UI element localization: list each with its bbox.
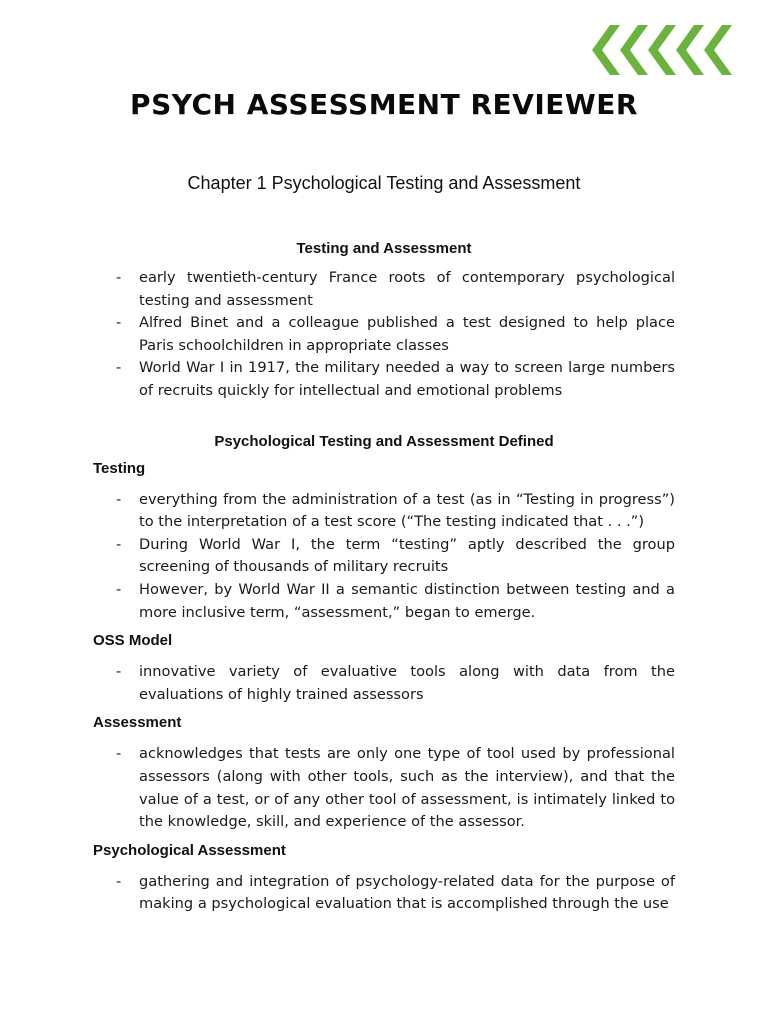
- bullet-list-testing: [93, 489, 675, 625]
- list-item-text: During World War I, the term “testing” aptly described the group screening of thousands of military recruits: [139, 535, 675, 576]
- bullet-list-psychological-assessment: [93, 871, 675, 916]
- sub-heading-oss-model: OSS Model: [93, 632, 173, 650]
- list-item-text: acknowledges that tests are only one type of tool used by professional assessors (along with other tools, such as the interview), and that the value of a test, or of any other tool of assessment, is intimately linked to the knowledge, skill, and experience of the assessor.: [139, 745, 675, 831]
- bullet-list-assessment: [93, 743, 675, 833]
- chapter-title: Chapter 1 Psychological Testing and Assessment: [187, 173, 581, 193]
- list-item: - World War I in 1917, the military needed a way to screen large numbers of recruits quickly for intellectual and emotional problems: [116, 359, 675, 399]
- list-item-text: innovative variety of evaluative tools along with data from the evaluations of highly trained assessors: [139, 663, 675, 703]
- bullet-list-oss-model: [93, 661, 675, 706]
- chevrons-logo-icon: [588, 20, 748, 80]
- bullet-list-testing-and-assessment: [93, 267, 675, 403]
- list-item: - early twentieth-century France roots of contemporary psychological testing and assessment: [116, 269, 675, 309]
- list-item: - everything from the administration of a test (as in “Testing in progress”) to the interpretation of a test score (“The testing indicated that . . .”): [116, 490, 675, 531]
- list-item-text: Alfred Binet and a colleague published a test designed to help place Paris schoolchildren in appropriate classes: [139, 314, 675, 354]
- sub-heading-assessment: Assessment: [93, 714, 182, 732]
- document-title: PSYCH ASSESSMENT REVIEWER: [130, 88, 638, 121]
- list-item: - gathering and integration of psychology-related data for the purpose of making a psychological evaluation that is accomplished through the use: [116, 872, 675, 913]
- list-item: - During World War I, the term “testing” aptly described the group screening of thousands of military recruits: [116, 535, 675, 576]
- list-item: - innovative variety of evaluative tools along with data from the evaluations of highly trained assessors: [116, 663, 675, 703]
- list-item-text: everything from the administration of a test (as in “Testing in progress”) to the interpretation of a test score (“The testing indicated that . . .”): [139, 490, 675, 531]
- list-item: - Alfred Binet and a colleague published a test designed to help place Paris schoolchildren in appropriate classes: [116, 314, 675, 354]
- sub-heading-testing: Testing: [93, 459, 146, 477]
- section-heading-defined: Psychological Testing and Assessment Defined: [214, 432, 554, 450]
- list-item: - acknowledges that tests are only one type of tool used by professional assessors (along with other tools, such as the interview), and that the value of a test, or of any other tool of assessment, is intimately linked to the knowledge, skill, and experience of the assessor.: [116, 745, 675, 831]
- section-heading-testing-and-assessment: Testing and Assessment: [296, 240, 472, 257]
- list-item-text: However, by World War II a semantic distinction between testing and a more inclusive term, “assessment,” began to emerge.: [139, 580, 675, 621]
- list-item-text: World War I in 1917, the military needed a way to screen large numbers of recruits quickly for intellectual and emotional problems: [139, 359, 675, 399]
- sub-heading-psychological-assessment: Psychological Assessment: [93, 841, 286, 859]
- list-item-text: gathering and integration of psychology-related data for the purpose of making a psychological evaluation that is accomplished through the use: [139, 872, 675, 913]
- document-body: [93, 240, 675, 916]
- list-item-text: early twentieth-century France roots of contemporary psychological testing and assessment: [139, 269, 675, 309]
- list-item: - However, by World War II a semantic distinction between testing and a more inclusive term, “assessment,” began to emerge.: [116, 580, 675, 621]
